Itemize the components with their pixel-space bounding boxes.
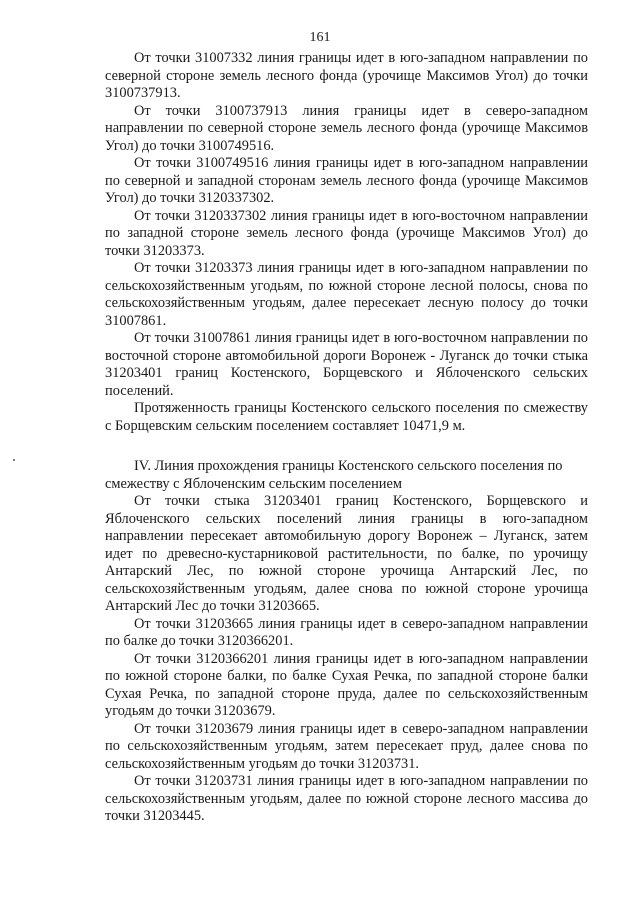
paragraph: От точки 31203665 линия границы идет в северо-западном направлении по балке до точки 3120366201. <box>105 615 588 649</box>
scan-speck <box>13 459 15 461</box>
paragraph: От точки 31007861 линия границы идет в юго-восточном направлении по восточной стороне автомобильной дороги Воронеж - Луганск до точки стыка 31203401 границ Костенского, Борщевского и Яблоченского сельских поселений. <box>105 330 588 399</box>
paragraph: От точки стыка 31203401 границ Костенского, Борщевского и Яблоченского сельских поселений линия границы в юго-западном направлении пересекает автомобильную дорогу Воронеж – Луганск, затем идет по древесно-кустарниковой растительности, по балке, по урочищу Антарский Лес, по южной стороне урочища Антарский Лес, по сельскохозяйственным угодьям, далее снова по южной стороне урочища Антарский Лес до точки 31203665. <box>105 493 588 614</box>
paragraph: От точки 31203373 линия границы идет в юго-западном направлении по сельскохозяйственным угодьям, по южной стороне лесной полосы, снова по сельскохозяйственным угодьям, далее пересекает лесную полосу до точки 31007861. <box>105 260 588 329</box>
paragraph: От точки 3120337302 линия границы идет в юго-восточном направлении по западной стороне земель лесного фонда (урочище Максимов Угол) до точки 31203373. <box>105 207 588 259</box>
section-heading: IV. Линия прохождения границы Костенского сельского поселения по смежеству с Яблоченским сельским поселением <box>105 458 563 492</box>
summary-paragraph: Протяженность границы Костенского сельского поселения по смежеству с Борщевским сельским поселением составляет 10471,9 м. <box>105 400 588 434</box>
paragraph: От точки 31203679 линия границы идет в северо-западном направлении по сельскохозяйственным угодьям, затем пересекает пруд, далее снова по сельскохозяйственным угодьям до точки 31203731. <box>105 720 588 772</box>
page-number: 161 <box>309 30 331 45</box>
paragraph: От точки 3100737913 линия границы идет в северо-западном направлении по северной стороне земель лесного фонда (урочище Максимов Угол) до точки 3100749516. <box>105 102 588 154</box>
document-body <box>105 50 588 826</box>
paragraph: От точки 3120366201 линия границы идет в юго-западном направлении по южной стороне балки, по балке Сухая Речка, по западной стороне балки Сухая Речка, по западной стороне пруда, далее по сельскохозяйственным угодьям до точки 31203679. <box>105 650 588 719</box>
paragraph: От точки 3100749516 линия границы идет в юго-западном направлении по северной и западной сторонам земель лесного фонда (урочище Максимов Угол) до точки 3120337302. <box>105 155 588 206</box>
paragraph: От точки 31203731 линия границы идет в юго-западном направлении по сельскохозяйственным угодьям, далее по южной стороне лесного массива до точки 31203445. <box>105 773 588 824</box>
paragraph: От точки 31007332 линия границы идет в юго-западном направлении по северной стороне земель лесного фонда (урочище Максимов Угол) до точки 3100737913. <box>105 50 588 101</box>
